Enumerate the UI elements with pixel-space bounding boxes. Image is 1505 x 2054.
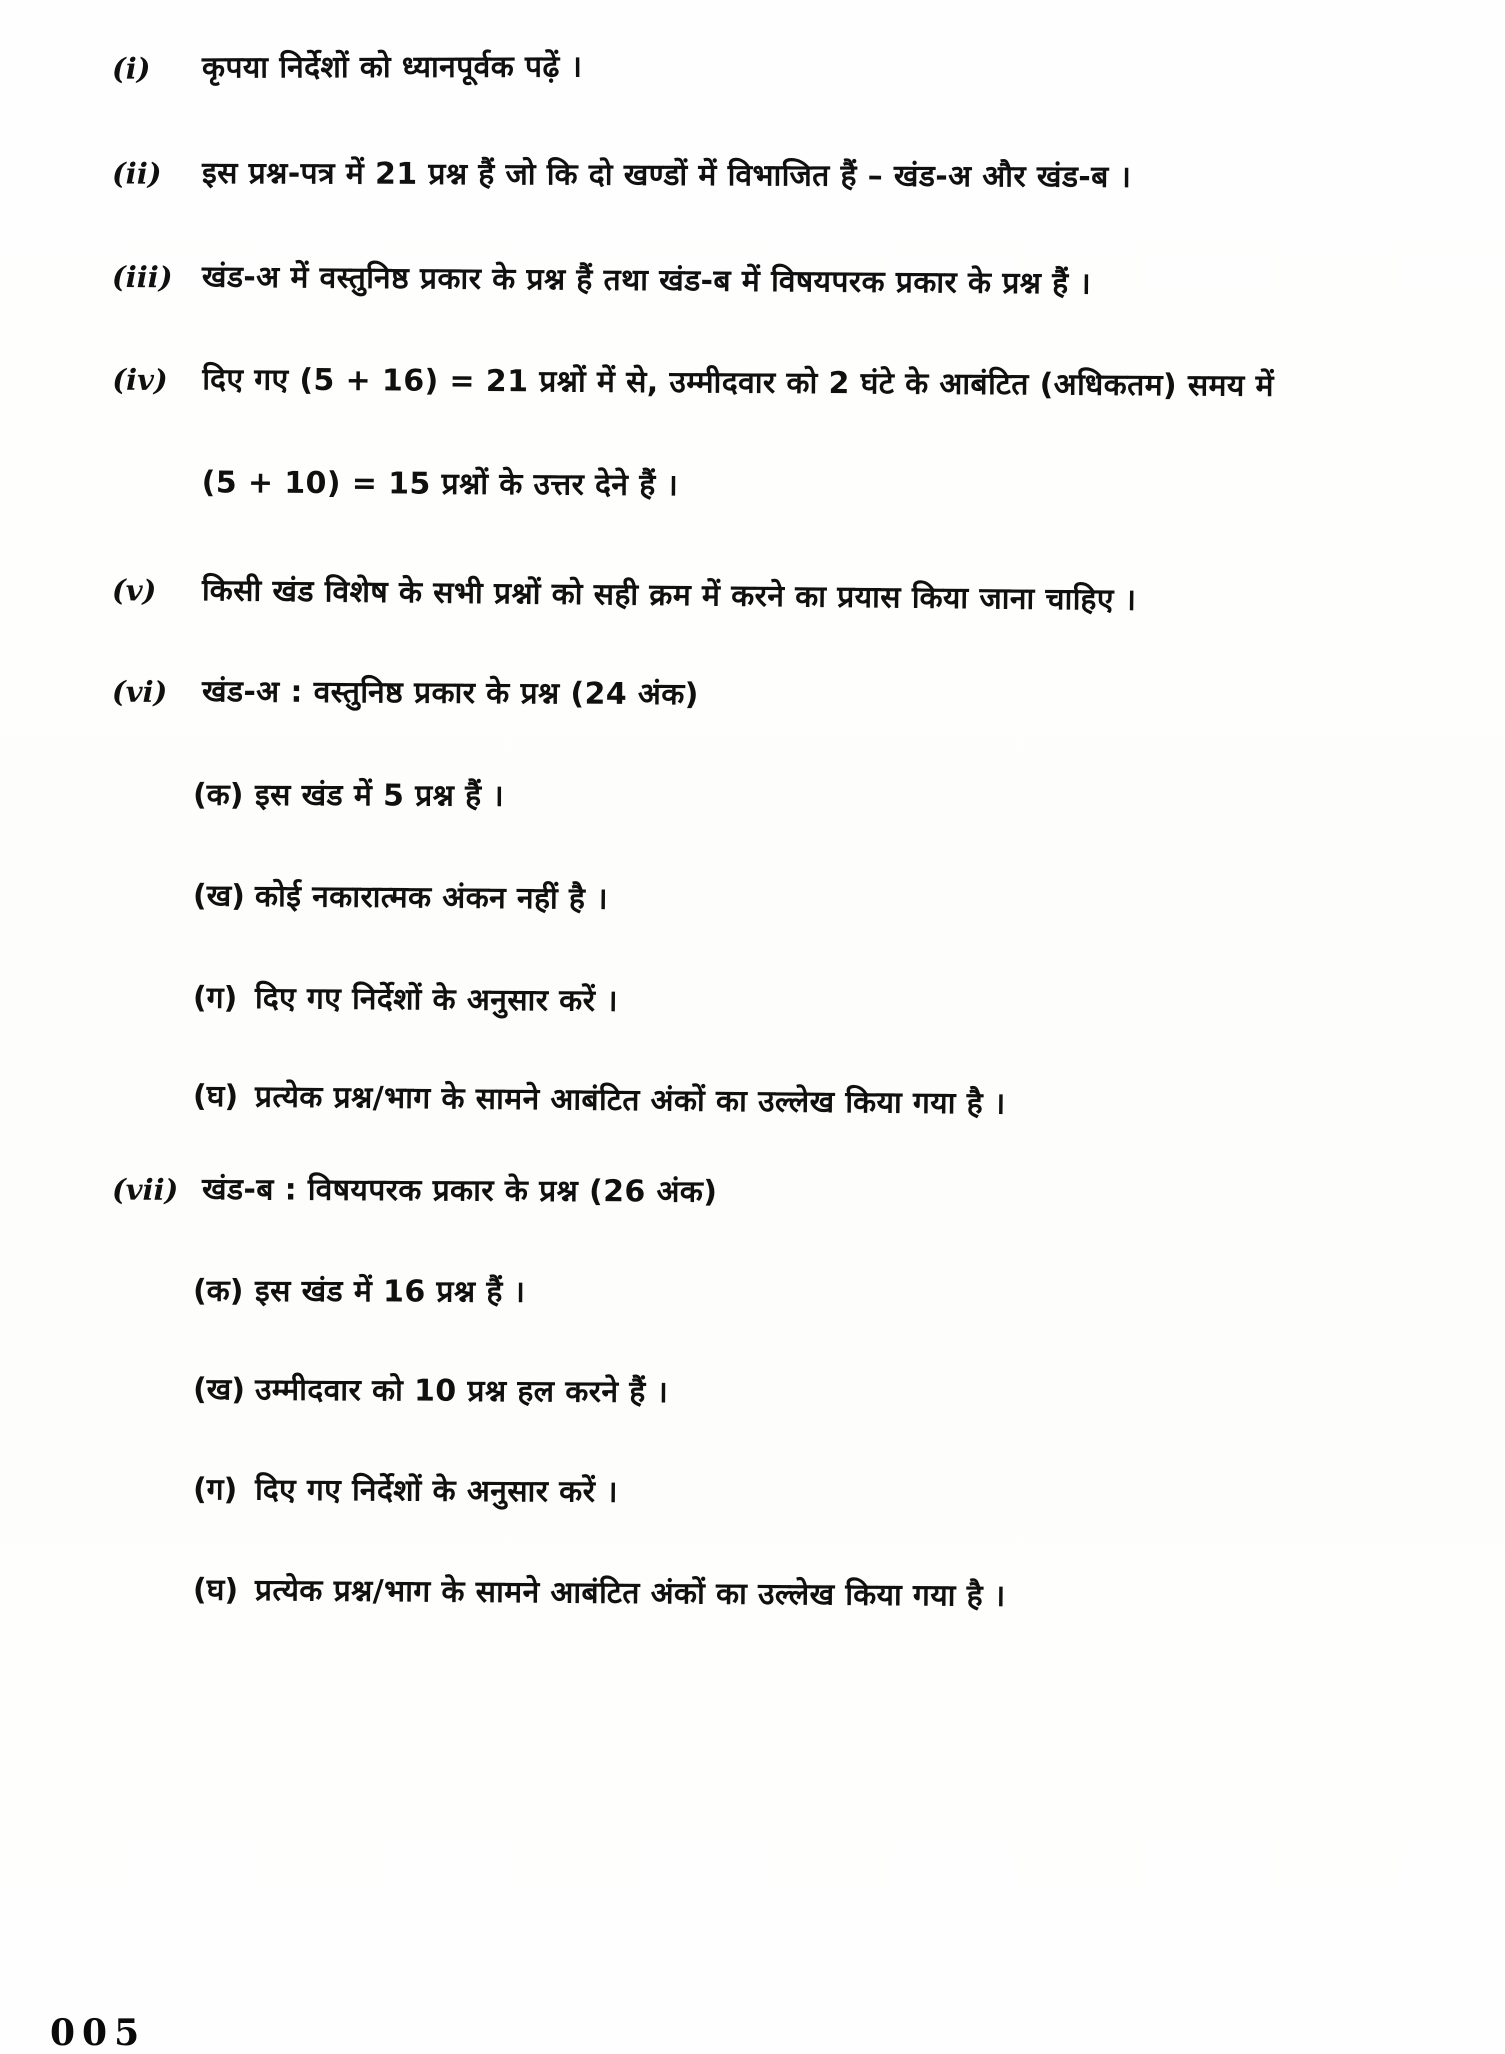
instruction-vii-label: (vii) [111, 1172, 179, 1207]
instruction-vi-ga [0, 974, 1501, 1032]
instruction-vii [0, 1166, 1501, 1220]
instruction-vi-gha-text: प्रत्येक प्रश्न/भाग के सामने आबंटित अंकों का उल्लेख किया गया है । [254, 1079, 1006, 1122]
instruction-vii-ga-label: (ग) [192, 1472, 238, 1508]
instruction-v [0, 566, 1501, 628]
instruction-vii-kha [0, 1366, 1501, 1421]
instruction-vi-ka-text: इस खंड में 5 प्रश्न हैं । [254, 777, 505, 814]
instruction-iv-text-line2: (5 + 10) = 15 प्रश्नों के उत्तर देने हैं । [201, 465, 679, 504]
instruction-vii-kha-label: (ख) [192, 1372, 246, 1408]
instruction-vii-ga [0, 1466, 1501, 1521]
instruction-vi-gha [0, 1072, 1501, 1132]
instruction-i-text: कृपया निर्देशों को ध्यानपूर्वक पढ़ें । [201, 49, 583, 86]
instruction-vii-ga-text: दिए गए निर्देशों के अनुसार करें । [254, 1472, 619, 1510]
instruction-vi-text: खंड-अ : वस्तुनिष्ठ प्रकार के प्रश्न (24 अंक) [201, 674, 699, 713]
instruction-vi-kha-label: (ख) [192, 878, 246, 914]
instruction-vi [0, 668, 1501, 723]
page-code: 005 [50, 2012, 147, 2054]
instruction-vi-ga-label: (ग) [192, 980, 238, 1016]
instruction-ii [0, 150, 1501, 203]
instruction-v-text: किसी खंड विशेष के सभी प्रश्नों को सही क्रम में करने का प्रयास किया जाना चाहिए । [201, 573, 1137, 618]
instruction-vii-gha [0, 1566, 1501, 1624]
instruction-i [0, 42, 1501, 92]
instruction-vii-ka-label: (क) [192, 1273, 244, 1309]
instruction-iv [0, 356, 1501, 514]
instruction-vii-ka-text: इस खंड में 16 प्रश्न हैं । [254, 1273, 526, 1310]
instruction-vi-kha [0, 872, 1501, 930]
instruction-vii-kha-text: उम्मीदवार को 10 प्रश्न हल करने हैं । [254, 1372, 669, 1411]
instruction-iv-label: (iv) [112, 362, 168, 398]
instruction-vii-text: खंड-ब : विषयपरक प्रकार के प्रश्न (26 अंक) [201, 1172, 718, 1210]
instruction-ii-label: (ii) [111, 156, 162, 191]
instruction-vi-ka [0, 772, 1501, 823]
instruction-iii-label: (iii) [111, 259, 173, 295]
instruction-vii-gha-text: प्रत्येक प्रश्न/भाग के सामने आबंटित अंकों का उल्लेख किया गया है । [254, 1573, 1006, 1614]
instruction-iii [0, 253, 1501, 311]
instruction-vi-ga-text: दिए गए निर्देशों के अनुसार करें । [254, 981, 619, 1019]
instruction-vii-gha-label: (घ) [192, 1572, 239, 1608]
instruction-vii-ka [0, 1268, 1501, 1319]
instruction-v-label: (v) [111, 573, 157, 608]
instruction-vi-ka-label: (क) [192, 777, 244, 813]
instruction-vi-label: (vi) [111, 674, 168, 710]
instruction-vi-kha-text: कोई नकारात्मक अंकन नहीं है । [254, 879, 609, 917]
instruction-vi-gha-label: (घ) [192, 1078, 239, 1115]
instruction-ii-text: इस प्रश्न-पत्र में 21 प्रश्न हैं जो कि दो खण्डों में विभाजित हैं – खंड-अ और खंड-ब । [201, 155, 1132, 195]
instruction-i-label: (i) [111, 51, 151, 86]
instruction-iii-text: खंड-अ में वस्तुनिष्ठ प्रकार के प्रश्न हैं तथा खंड-ब में विषयपरक प्रकार के प्रश्न हैं । [201, 259, 1092, 302]
instruction-iv-text-line1: दिए गए (5 + 16) = 21 प्रश्नों में से, उम्मीदवार को 2 घंटे के आबंटित (अधिकतम) समय में [202, 362, 1275, 404]
